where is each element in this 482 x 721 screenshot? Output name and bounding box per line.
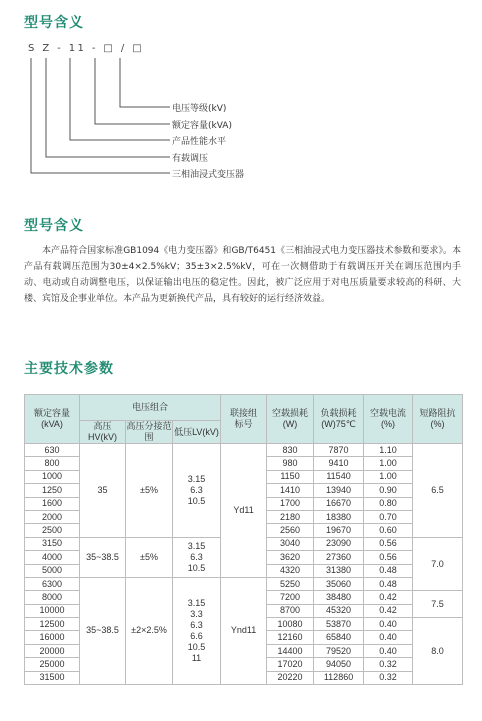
- header-capacity: 额定容量 (kVA): [25, 395, 80, 444]
- cell-load-loss: 31380: [314, 564, 364, 577]
- section-title-params: 主要技术参数: [24, 361, 114, 377]
- cell-capacity: 630: [25, 444, 80, 457]
- cell-capacity: 2000: [25, 510, 80, 523]
- table-header-row: [25, 395, 463, 421]
- cell-load-loss: 94050: [314, 658, 364, 671]
- cell-capacity: 20000: [25, 644, 80, 657]
- header-lv: 低压LV(kV): [173, 421, 221, 444]
- model-code: S Z - 11 - □ / □: [28, 43, 145, 54]
- cell-capacity: 25000: [25, 658, 80, 671]
- cell-capacity: 31500: [25, 671, 80, 684]
- cell-noload-loss: 2560: [267, 524, 314, 537]
- cell-noload-loss: 12160: [267, 631, 314, 644]
- cell-capacity: 10000: [25, 604, 80, 617]
- model-label-voltage: 电压等级(kV): [172, 104, 227, 114]
- cell-load-loss: 16670: [314, 497, 364, 510]
- cell-load-loss: 79520: [314, 644, 364, 657]
- cell-hv: 35~38.5: [80, 577, 126, 684]
- cell-noload-loss: 8700: [267, 604, 314, 617]
- cell-noload-current: 0.90: [364, 484, 413, 497]
- cell-noload-loss: 10080: [267, 618, 314, 631]
- cell-tap: ±5%: [126, 537, 173, 577]
- cell-impedance: 6.5: [413, 444, 463, 538]
- model-label-capacity: 额定容量(kVA): [172, 121, 232, 131]
- cell-capacity: 2500: [25, 524, 80, 537]
- cell-capacity: 6300: [25, 577, 80, 590]
- section-title-model: 型号含义: [24, 15, 84, 31]
- cell-impedance: 8.0: [413, 618, 463, 685]
- header-impedance: 短路阻抗 (%): [413, 395, 463, 444]
- cell-impedance: 7.0: [413, 537, 463, 591]
- cell-noload-current: 1.00: [364, 470, 413, 483]
- cell-vector-group: Ynd11: [221, 577, 267, 684]
- cell-noload-loss: 17020: [267, 658, 314, 671]
- header-tap: 高压分接范围: [126, 421, 172, 442]
- cell-hv: 35~38.5: [80, 537, 126, 577]
- cell-load-loss: 35060: [314, 577, 364, 590]
- cell-noload-current: 0.40: [364, 644, 413, 657]
- cell-noload-loss: 1410: [267, 484, 314, 497]
- cell-load-loss: 45320: [314, 604, 364, 617]
- cell-noload-loss: 7200: [267, 591, 314, 604]
- header-voltage-combo: 电压组合: [80, 395, 221, 421]
- header-noload-current: 空载电流 (%): [364, 395, 413, 444]
- cell-capacity: 1000: [25, 470, 80, 483]
- cell-tap: ±2×2.5%: [126, 577, 173, 684]
- cell-capacity: 8000: [25, 591, 80, 604]
- cell-noload-current: 0.42: [364, 604, 413, 617]
- cell-load-loss: 11540: [314, 470, 364, 483]
- cell-capacity: 16000: [25, 631, 80, 644]
- table-row: [25, 577, 463, 590]
- cell-noload-current: 0.32: [364, 671, 413, 684]
- table-row: [25, 444, 463, 457]
- header-vector: 联接组 标号: [221, 395, 267, 444]
- cell-noload-loss: 20220: [267, 671, 314, 684]
- cell-load-loss: 13940: [314, 484, 364, 497]
- cell-load-loss: 23090: [314, 537, 364, 550]
- model-label-onload: 有载调压: [172, 154, 209, 164]
- header-hv: 高压HV(kV): [80, 421, 126, 444]
- cell-noload-loss: 4320: [267, 564, 314, 577]
- cell-hv: 35: [80, 444, 126, 538]
- cell-noload-current: 1.00: [364, 457, 413, 470]
- cell-noload-current: 0.56: [364, 551, 413, 564]
- cell-lv: 3.15 3.3 6.3 6.6 10.5 11: [173, 577, 221, 684]
- cell-noload-loss: 830: [267, 444, 314, 457]
- cell-load-loss: 53870: [314, 618, 364, 631]
- cell-noload-current: 0.48: [364, 564, 413, 577]
- model-label-performance: 产品性能水平: [172, 137, 227, 147]
- cell-lv: 3.15 6.3 10.5: [173, 537, 221, 577]
- spec-table: [24, 394, 463, 685]
- cell-vector-group: Yd11: [221, 444, 267, 578]
- model-label-type: 三相油浸式变压器: [172, 170, 245, 180]
- cell-tap: ±5%: [126, 444, 173, 538]
- cell-noload-current: 0.32: [364, 658, 413, 671]
- cell-impedance: 7.5: [413, 591, 463, 618]
- cell-capacity: 1600: [25, 497, 80, 510]
- intro-paragraph: 本产品符合国家标准GB1094《电力变压器》和GB/T6451《三相油浸式电力变压器技术参数和要求》。本产品有载调压范围为30±4×2.5%kV；35±3×2.5%kV，可在一次侧借助于有载调压开关在调压范围内手动、电动或自动调整电压，以保证输出电压的稳定性。因此，被广泛应用于对电压质量要求较高的科研、大楼、宾馆及企事业单位。本产品为更新换代产品，具有较好的运行经济效益。: [24, 246, 461, 304]
- cell-noload-loss: 5250: [267, 577, 314, 590]
- cell-capacity: 1250: [25, 484, 80, 497]
- cell-noload-loss: 3620: [267, 551, 314, 564]
- cell-noload-current: 0.70: [364, 510, 413, 523]
- cell-noload-current: 0.60: [364, 524, 413, 537]
- cell-noload-loss: 980: [267, 457, 314, 470]
- cell-noload-current: 0.40: [364, 631, 413, 644]
- cell-noload-current: 0.80: [364, 497, 413, 510]
- cell-load-loss: 19670: [314, 524, 364, 537]
- cell-capacity: 3150: [25, 537, 80, 550]
- cell-noload-current: 0.56: [364, 537, 413, 550]
- section-title-intro: 型号含义: [24, 218, 84, 234]
- cell-lv: 3.15 6.3 10.5: [173, 444, 221, 538]
- cell-noload-current: 1.10: [364, 444, 413, 457]
- cell-load-loss: 65840: [314, 631, 364, 644]
- cell-noload-loss: 3040: [267, 537, 314, 550]
- cell-load-loss: 9410: [314, 457, 364, 470]
- cell-capacity: 12500: [25, 618, 80, 631]
- cell-noload-current: 0.40: [364, 618, 413, 631]
- cell-noload-current: 0.42: [364, 591, 413, 604]
- cell-noload-current: 0.48: [364, 577, 413, 590]
- cell-noload-loss: 14400: [267, 644, 314, 657]
- cell-load-loss: 18380: [314, 510, 364, 523]
- header-noload-loss: 空载损耗 (W): [267, 395, 314, 444]
- cell-capacity: 800: [25, 457, 80, 470]
- cell-noload-loss: 2180: [267, 510, 314, 523]
- cell-load-loss: 38480: [314, 591, 364, 604]
- cell-capacity: 4000: [25, 551, 80, 564]
- header-load-loss: 负载损耗 (W)75℃: [314, 395, 364, 444]
- cell-load-loss: 7870: [314, 444, 364, 457]
- cell-noload-loss: 1150: [267, 470, 314, 483]
- cell-load-loss: 27360: [314, 551, 364, 564]
- cell-capacity: 5000: [25, 564, 80, 577]
- cell-load-loss: 112860: [314, 671, 364, 684]
- cell-noload-loss: 1700: [267, 497, 314, 510]
